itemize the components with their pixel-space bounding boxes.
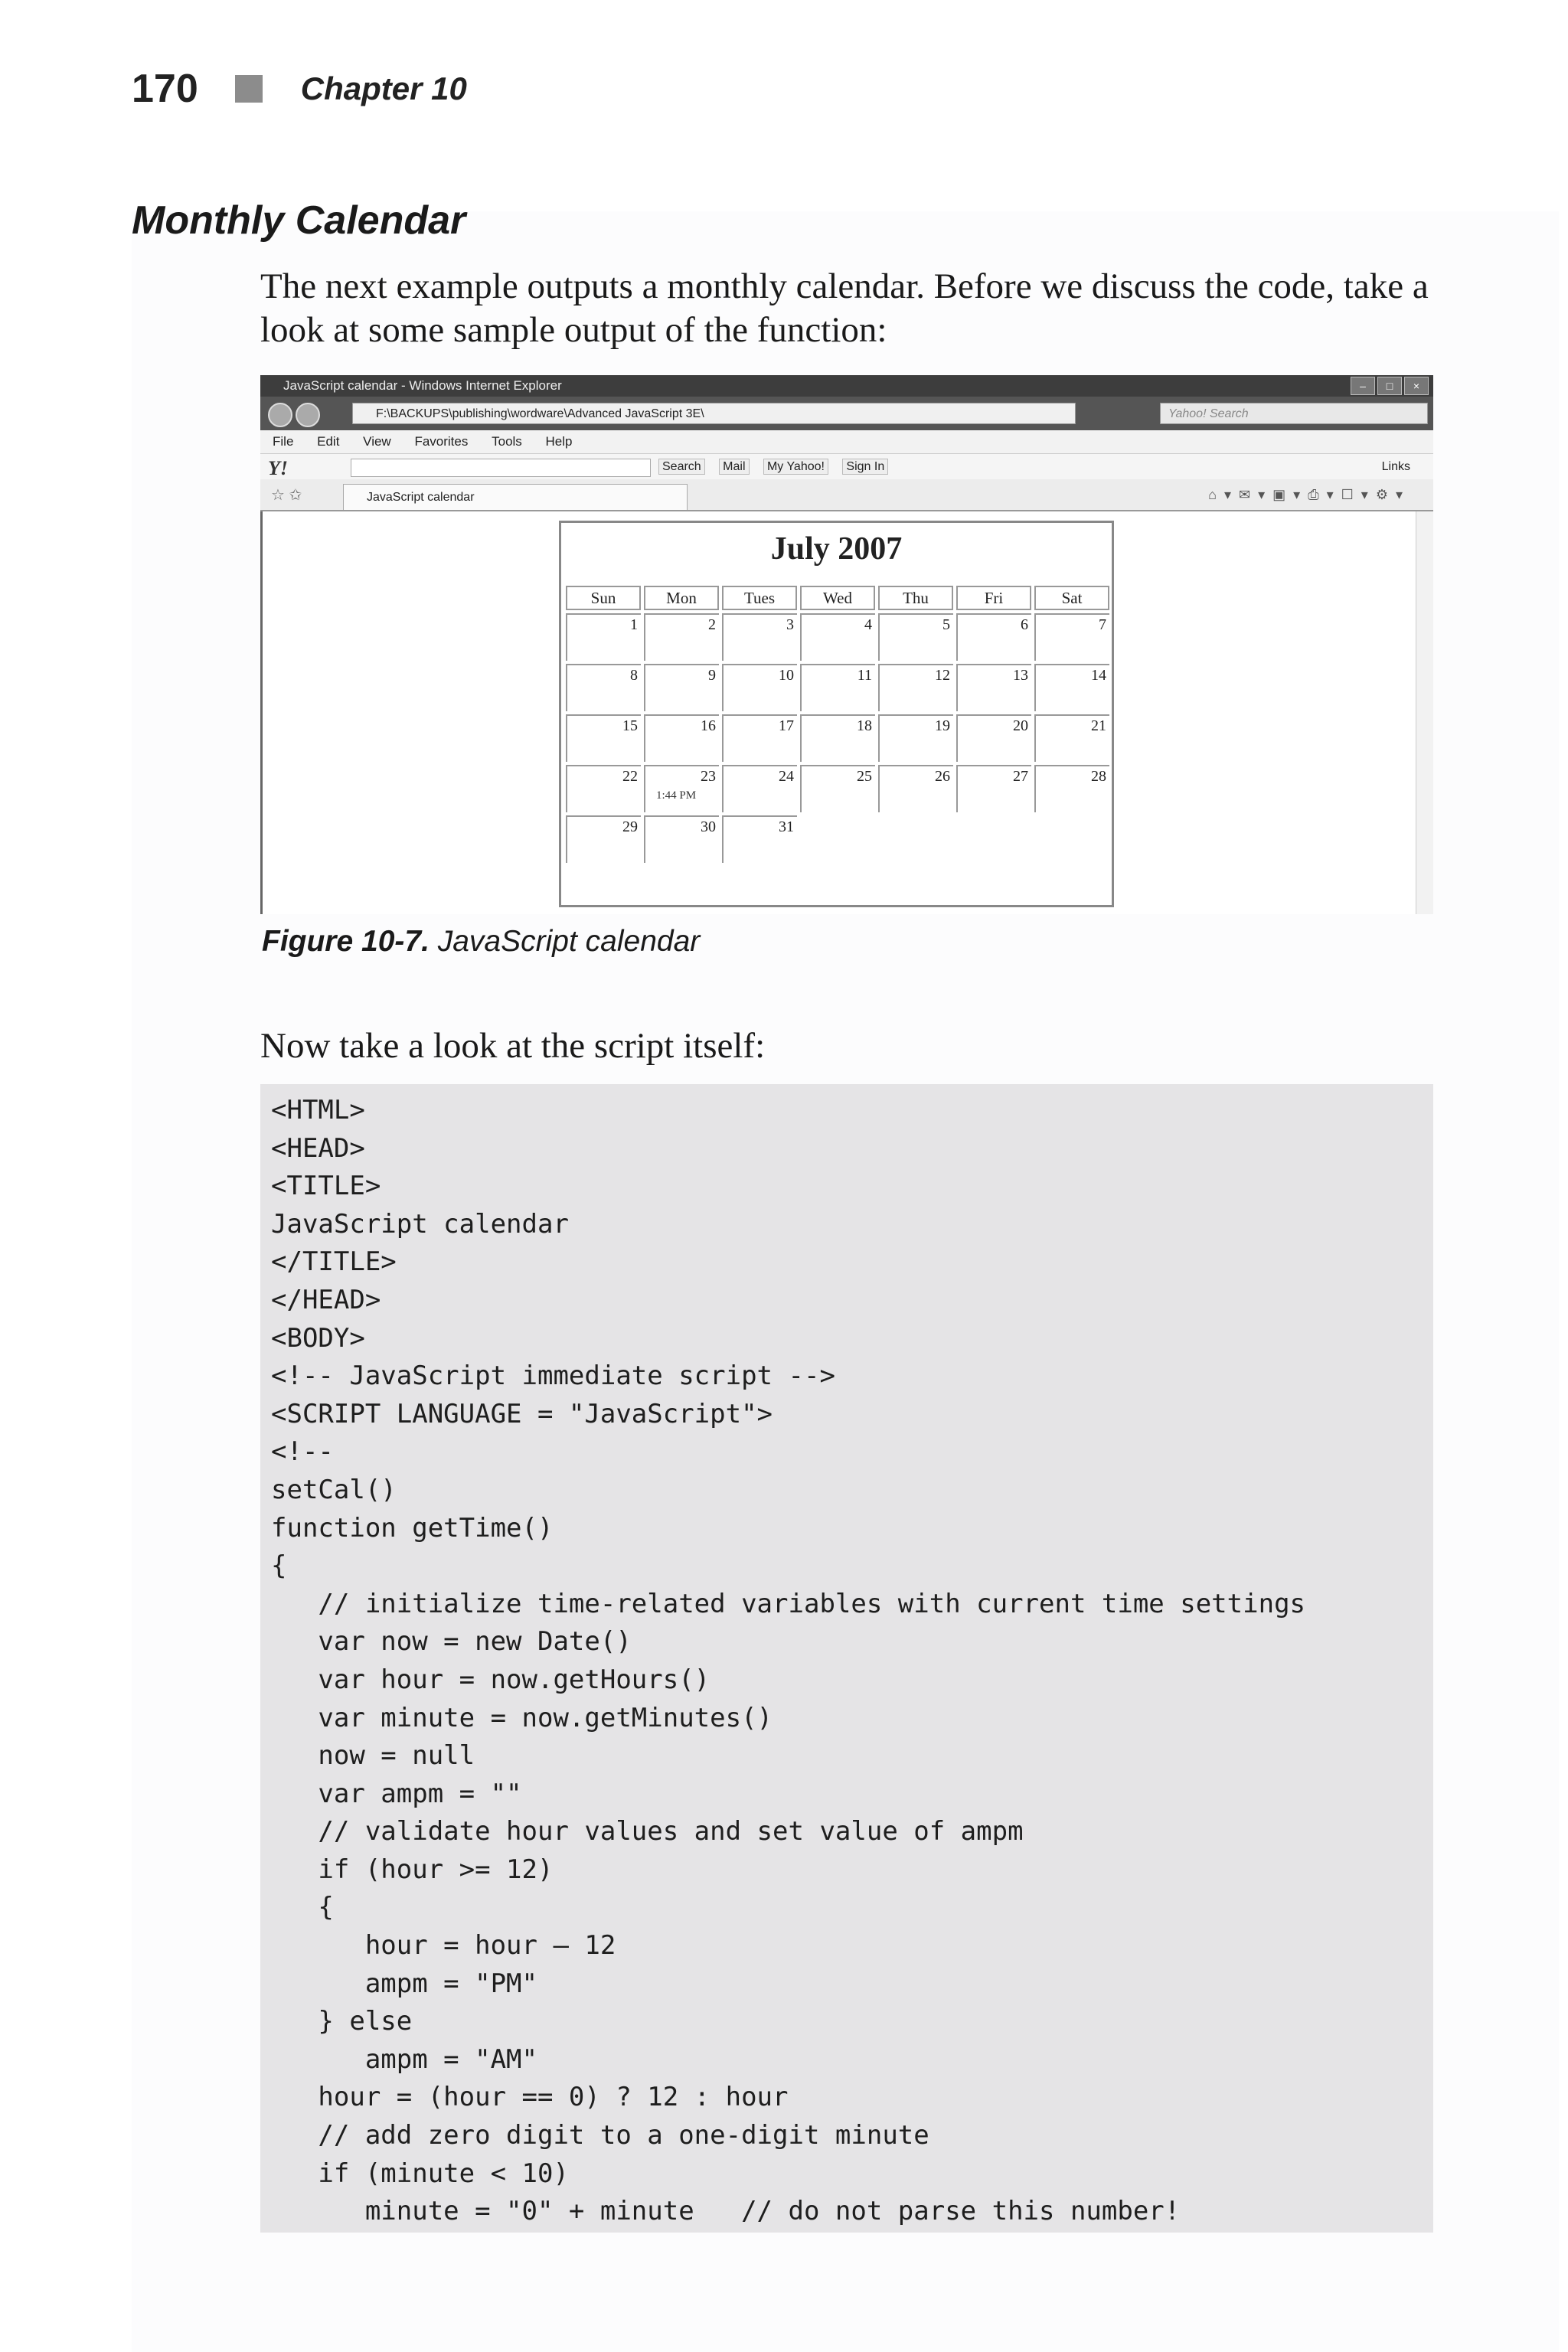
toolbar-sign-in-button[interactable]: Sign In — [842, 459, 888, 475]
day-number: 24 — [779, 768, 794, 785]
day-number: 6 — [1021, 616, 1028, 633]
calendar-table — [559, 521, 1114, 907]
day-cell — [566, 714, 641, 762]
figure-caption-text: JavaScript calendar — [429, 925, 701, 958]
command-bar-icons[interactable]: ⌂▾✉▾▣▾⎙▾☐▾⚙▾ — [1208, 487, 1410, 502]
day-cell — [800, 765, 875, 812]
weekday-header: Thu — [878, 586, 953, 610]
forward-icon[interactable] — [296, 403, 320, 427]
day-number: 4 — [864, 616, 872, 633]
menu-favorites[interactable]: Favorites — [414, 434, 469, 449]
day-cell-today — [644, 765, 719, 812]
day-cell — [800, 664, 875, 711]
day-cell — [956, 765, 1031, 812]
address-field[interactable]: F:\BACKUPS\publishing\wordware\Advanced JavaScript 3E\ — [352, 403, 1076, 424]
day-number: 8 — [630, 667, 638, 684]
weekday-header: Mon — [644, 586, 719, 610]
day-cell — [878, 765, 953, 812]
day-number: 31 — [779, 818, 794, 835]
yahoo-toolbar — [260, 453, 1433, 480]
day-cell — [722, 613, 797, 661]
browser-screenshot — [260, 375, 1433, 914]
day-number: 20 — [1013, 717, 1028, 734]
day-number: 14 — [1091, 667, 1106, 684]
close-icon[interactable]: × — [1404, 377, 1429, 395]
menu-edit[interactable]: Edit — [317, 434, 340, 449]
day-number: 5 — [942, 616, 950, 633]
empty-cell — [1034, 815, 1109, 863]
day-number: 11 — [857, 667, 872, 684]
menu-file[interactable]: File — [273, 434, 294, 449]
weekday-header: Tues — [722, 586, 797, 610]
day-number: 3 — [786, 616, 794, 633]
page-number: 170 — [132, 67, 198, 111]
back-icon[interactable] — [268, 403, 292, 427]
empty-cell — [956, 815, 1031, 863]
intro-paragraph: The next example outputs a monthly calendar. Before we discuss the code, take a look at some sample output of the function: — [260, 266, 1429, 350]
day-number: 27 — [1013, 768, 1028, 785]
search-field[interactable]: Yahoo! Search — [1160, 403, 1428, 424]
weekday-header: Fri — [956, 586, 1031, 610]
address-bar-row — [260, 397, 1433, 430]
day-number: 26 — [935, 768, 950, 785]
day-cell — [878, 714, 953, 762]
day-number: 15 — [622, 717, 638, 734]
minimize-icon[interactable]: – — [1351, 377, 1375, 395]
day-cell — [1034, 664, 1109, 711]
day-number: 30 — [701, 818, 716, 835]
day-number: 13 — [1013, 667, 1028, 684]
toolbar-search-button[interactable]: Search — [658, 459, 705, 475]
window-controls — [1351, 377, 1429, 395]
day-number: 7 — [1099, 616, 1106, 633]
toolbar-search-input[interactable] — [351, 459, 651, 477]
day-cell — [644, 613, 719, 661]
day-number: 28 — [1091, 768, 1106, 785]
day-cell — [956, 613, 1031, 661]
toolbar-my-yahoo-button[interactable]: My Yahoo! — [763, 459, 828, 475]
code-text: <HTML> <HEAD> <TITLE> JavaScript calendar </TITLE> </HEAD> <BODY> <!-- JavaScript immediate script --> <SCRIPT LANGUAGE = "JavaScript"> <!-- setCal() function getTime() { // initialize time-related variables with current time settings var now = new Date() var hour = now.getHours() var minute = now.getMinutes() now = null var ampm = "" // validate hour values and set value of ampm if (hour >= 12) { hour = hour – 12 ampm = "PM" } else ampm = "AM" hour = (hour == 0) ? 12 : hour // add zero digit to a one-digit minute if (minute < 10) minute = "0" + minute // do not parse this number! — [271, 1095, 1306, 2227]
day-number: 17 — [779, 717, 794, 734]
menu-bar — [260, 430, 1433, 453]
day-cell — [878, 613, 953, 661]
tab-bar — [260, 479, 1433, 511]
figure-caption — [262, 925, 700, 959]
favorites-star-icon[interactable]: ☆ ✩ — [271, 487, 302, 504]
day-number: 2 — [708, 616, 716, 633]
day-number: 10 — [779, 667, 794, 684]
day-cell — [722, 815, 797, 863]
day-cell — [1034, 613, 1109, 661]
day-cell — [800, 613, 875, 661]
day-number: 21 — [1091, 717, 1106, 734]
current-time: 1:44 PM — [656, 789, 697, 802]
day-number: 22 — [622, 768, 638, 785]
section-title: Monthly Calendar — [132, 198, 466, 243]
window-titlebar — [260, 375, 1433, 397]
chapter-label: Chapter 10 — [300, 70, 467, 106]
day-number: 18 — [857, 717, 872, 734]
day-cell — [878, 664, 953, 711]
day-number: 29 — [622, 818, 638, 835]
tab-javascript-calendar[interactable]: JavaScript calendar — [343, 484, 688, 510]
menu-help[interactable]: Help — [545, 434, 573, 449]
day-cell — [800, 714, 875, 762]
window-title: JavaScript calendar - Windows Internet Explorer — [283, 378, 562, 393]
weekday-header: Sun — [566, 586, 641, 610]
day-number: 16 — [701, 717, 716, 734]
day-number: 1 — [630, 616, 638, 633]
day-cell — [566, 664, 641, 711]
day-number: 25 — [857, 768, 872, 785]
code-listing — [260, 1084, 1433, 2233]
day-cell — [1034, 714, 1109, 762]
weekday-header: Sat — [1034, 586, 1109, 610]
day-cell — [644, 714, 719, 762]
day-number: 12 — [935, 667, 950, 684]
menu-tools[interactable]: Tools — [492, 434, 522, 449]
day-cell — [722, 765, 797, 812]
figure-label: Figure 10-7. — [262, 925, 430, 958]
weekday-header: Wed — [800, 586, 875, 610]
links-button[interactable]: Links — [1381, 460, 1410, 473]
toolbar-mail-button[interactable]: Mail — [719, 459, 749, 475]
vertical-scrollbar[interactable] — [1416, 511, 1433, 914]
menu-view[interactable]: View — [363, 434, 391, 449]
day-cell — [1034, 765, 1109, 812]
header-square-icon — [235, 75, 263, 103]
empty-cell — [800, 815, 875, 863]
yahoo-logo[interactable]: Y! — [268, 457, 288, 479]
calendar-title: July 2007 — [770, 531, 903, 567]
day-number: 23 — [701, 768, 716, 785]
day-cell — [566, 613, 641, 661]
maximize-icon[interactable]: □ — [1377, 377, 1402, 395]
day-number: 19 — [935, 717, 950, 734]
empty-cell — [878, 815, 953, 863]
running-header — [132, 66, 467, 112]
day-cell — [644, 815, 719, 863]
day-cell — [956, 714, 1031, 762]
day-cell — [722, 664, 797, 711]
day-cell — [722, 714, 797, 762]
lead-in-paragraph: Now take a look at the script itself: — [260, 1026, 766, 1066]
day-cell — [566, 815, 641, 863]
toolbar-links — [658, 460, 899, 474]
day-cell — [566, 765, 641, 812]
day-number: 9 — [708, 667, 716, 684]
day-cell — [644, 664, 719, 711]
calendar-grid — [566, 586, 1109, 863]
day-cell — [956, 664, 1031, 711]
